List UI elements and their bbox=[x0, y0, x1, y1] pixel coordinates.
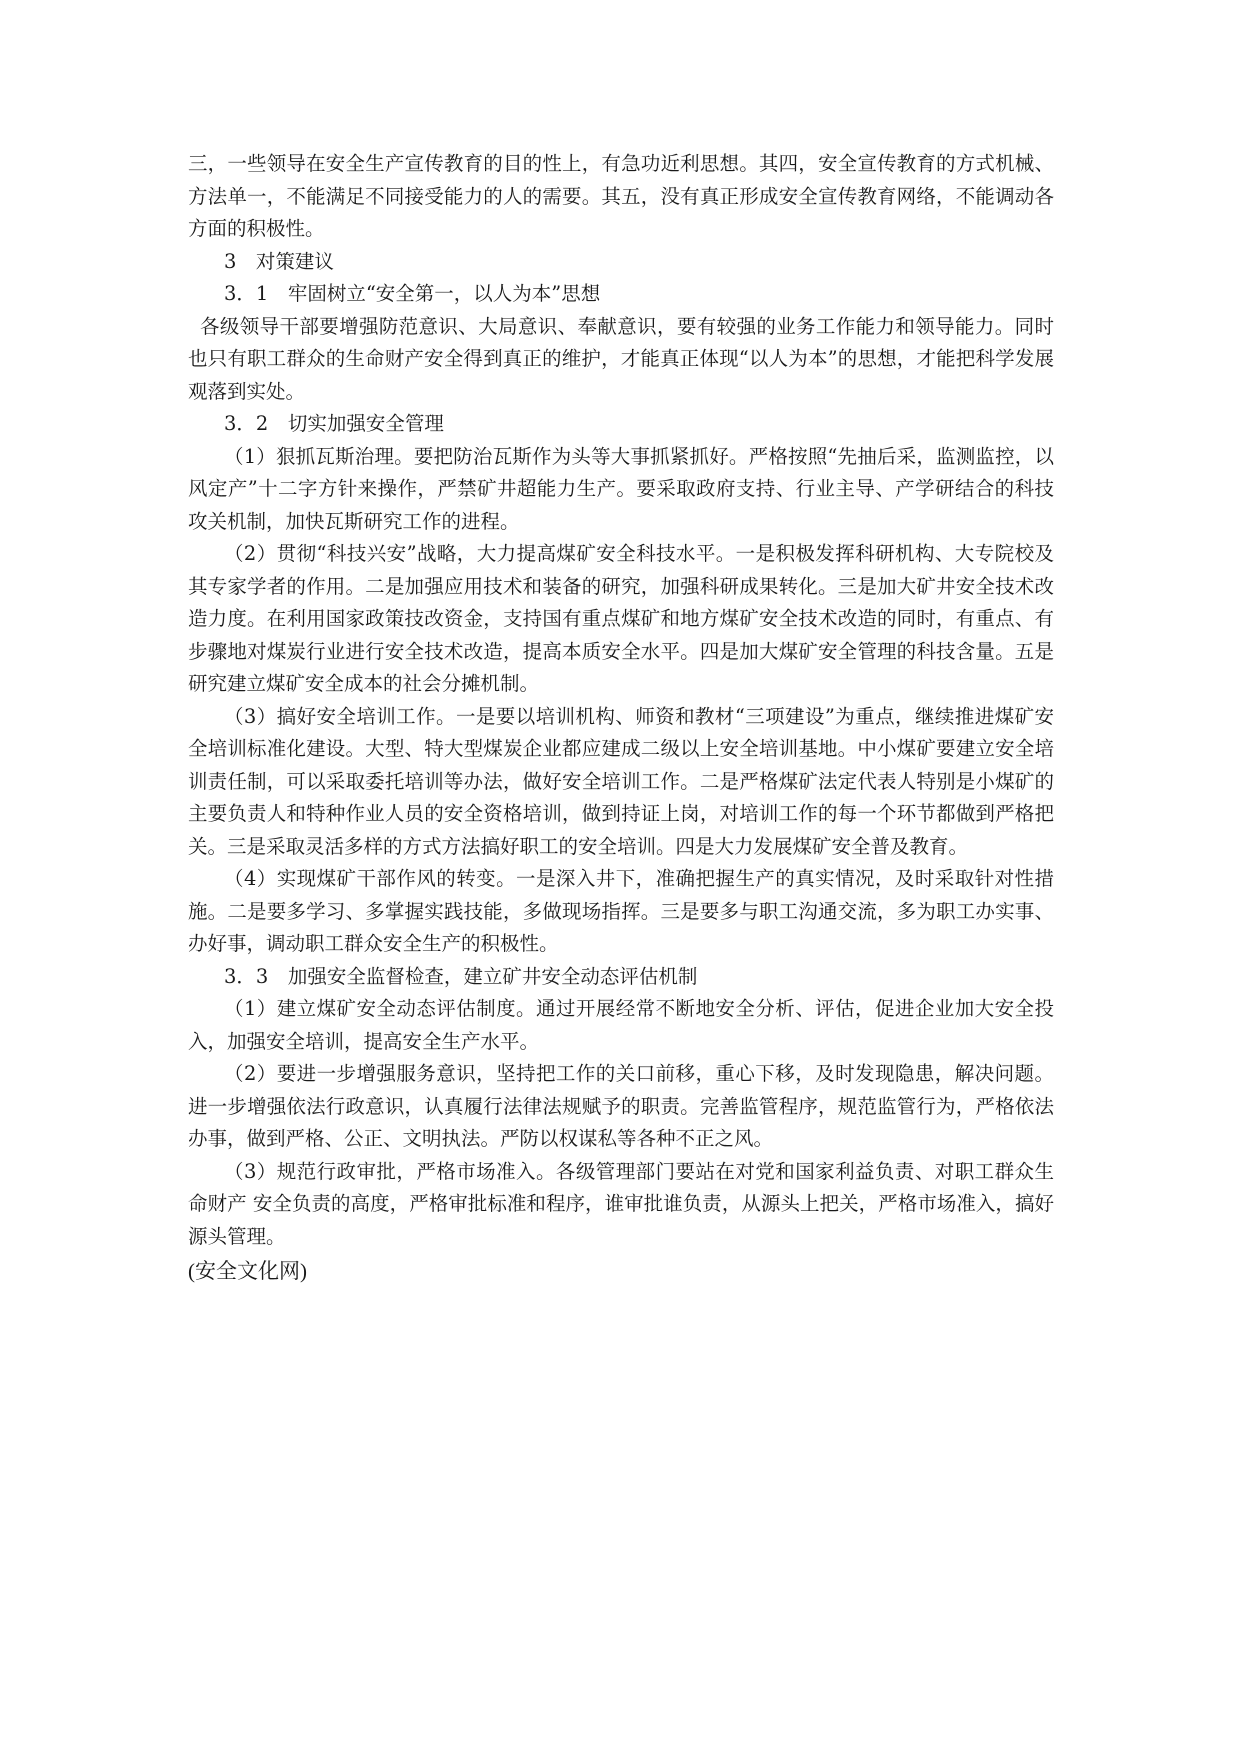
paragraph-3-2-item-1: （1）狠抓瓦斯治理。要把防治瓦斯作为头等大事抓紧抓好。严格按照“先抽后采，监测监控，以风定产”十二字方针来操作，严禁矿井超能力生产。要采取政府支持、行业主导、产学研结合的科技攻关机制，加快瓦斯研究工作的进程。 bbox=[188, 444, 1054, 533]
subsection-heading-3-2: 3．2 切实加强安全管理 bbox=[224, 412, 444, 435]
subsection-heading-3-3: 3．3 加强安全监督检查，建立矿井安全动态评估机制 bbox=[224, 964, 698, 988]
source-attribution: (安全文化网) bbox=[188, 1259, 307, 1283]
paragraph-3-2-item-2: （2）贯彻“科技兴安”战略，大力提高煤矿安全科技水平。一是积极发挥科研机构、大专院校及其专家学者的作用。二是加强应用技术和装备的研究，加强科研成果转化。三是加大矿井安全技术改造力度。在利用国家政策技改资金，支持国有重点煤矿和地方煤矿安全技术改造的同时，有重点、有步骤地对煤炭行业进行安全技术改造，提高本质安全水平。四是加大煤矿安全管理的科技含量。五是研究建立煤矿安全成本的社会分摊机制。 bbox=[188, 542, 1054, 695]
paragraph-3-2-item-4: （4）实现煤矿干部作风的转变。一是深入井下，准确把握生产的真实情况，及时采取针对性措施。二是要多学习、多掌握实践技能，多做现场指挥。三是要多与职工沟通交流，多为职工办实事、办好事，调动职工群众安全生产的积极性。 bbox=[188, 867, 1054, 955]
section-heading-3: 3 对策建议 bbox=[224, 249, 334, 273]
paragraph-3-3-item-2: （2）要进一步增强服务意识，坚持把工作的关口前移，重心下移，及时发现隐患，解决问题。进一步增强依法行政意识，认真履行法律法规赋予的职责。完善监管程序，规范监管行为，严格依法办事，做到严格、公正、文明执法。严防以权谋私等各种不正之风。 bbox=[188, 1062, 1054, 1150]
paragraph-3-2-item-3: （3）搞好安全培训工作。一是要以培训机构、师资和教材“三项建设”为重点，继续推进煤矿安全培训标准化建设。大型、特大型煤炭企业都应建成二级以上安全培训基地。中小煤矿要建立安全培训责任制，可以采取委托培训等办法，做好安全培训工作。二是严格煤矿法定代表人特别是小煤矿的主要负责人和特种作业人员的安全资格培训，做到持证上岗，对培训工作的每一个环节都做到严格把关。三是采取灵活多样的方式方法搞好职工的安全培训。四是大力发展煤矿安全普及教育。 bbox=[188, 704, 1054, 858]
document-page bbox=[188, 148, 1054, 1288]
paragraph-3-1: 各级领导干部要增强防范意识、大局意识、奉献意识，要有较强的业务工作能力和领导能力。同时也只有职工群众的生命财产安全得到真正的维护，才能真正体现“以人为本”的思想，才能把科学发展观落到实处。 bbox=[188, 314, 1054, 403]
paragraph-3-3-item-1: （1）建立煤矿安全动态评估制度。通过开展经常不断地安全分析、评估，促进企业加大安全投入，加强安全培训，提高安全生产水平。 bbox=[188, 997, 1054, 1053]
subsection-heading-3-1: 3．1 牢固树立“安全第一，以人为本”思想 bbox=[224, 282, 601, 305]
paragraph-intro: 三，一些领导在安全生产宣传教育的目的性上，有急功近利思想。其四，安全宣传教育的方式机械、方法单一，不能满足不同接受能力的人的需要。其五，没有真正形成安全宣传教育网络，不能调动各方面的积极性。 bbox=[188, 152, 1054, 240]
paragraph-3-3-item-3: （3）规范行政审批，严格市场准入。各级管理部门要站在对党和国家利益负责、对职工群众生命财产 安全负责的高度，严格审批标准和程序，谁审批谁负责，从源头上把关，严格市场准入，搞好源头管理。 bbox=[188, 1159, 1054, 1248]
